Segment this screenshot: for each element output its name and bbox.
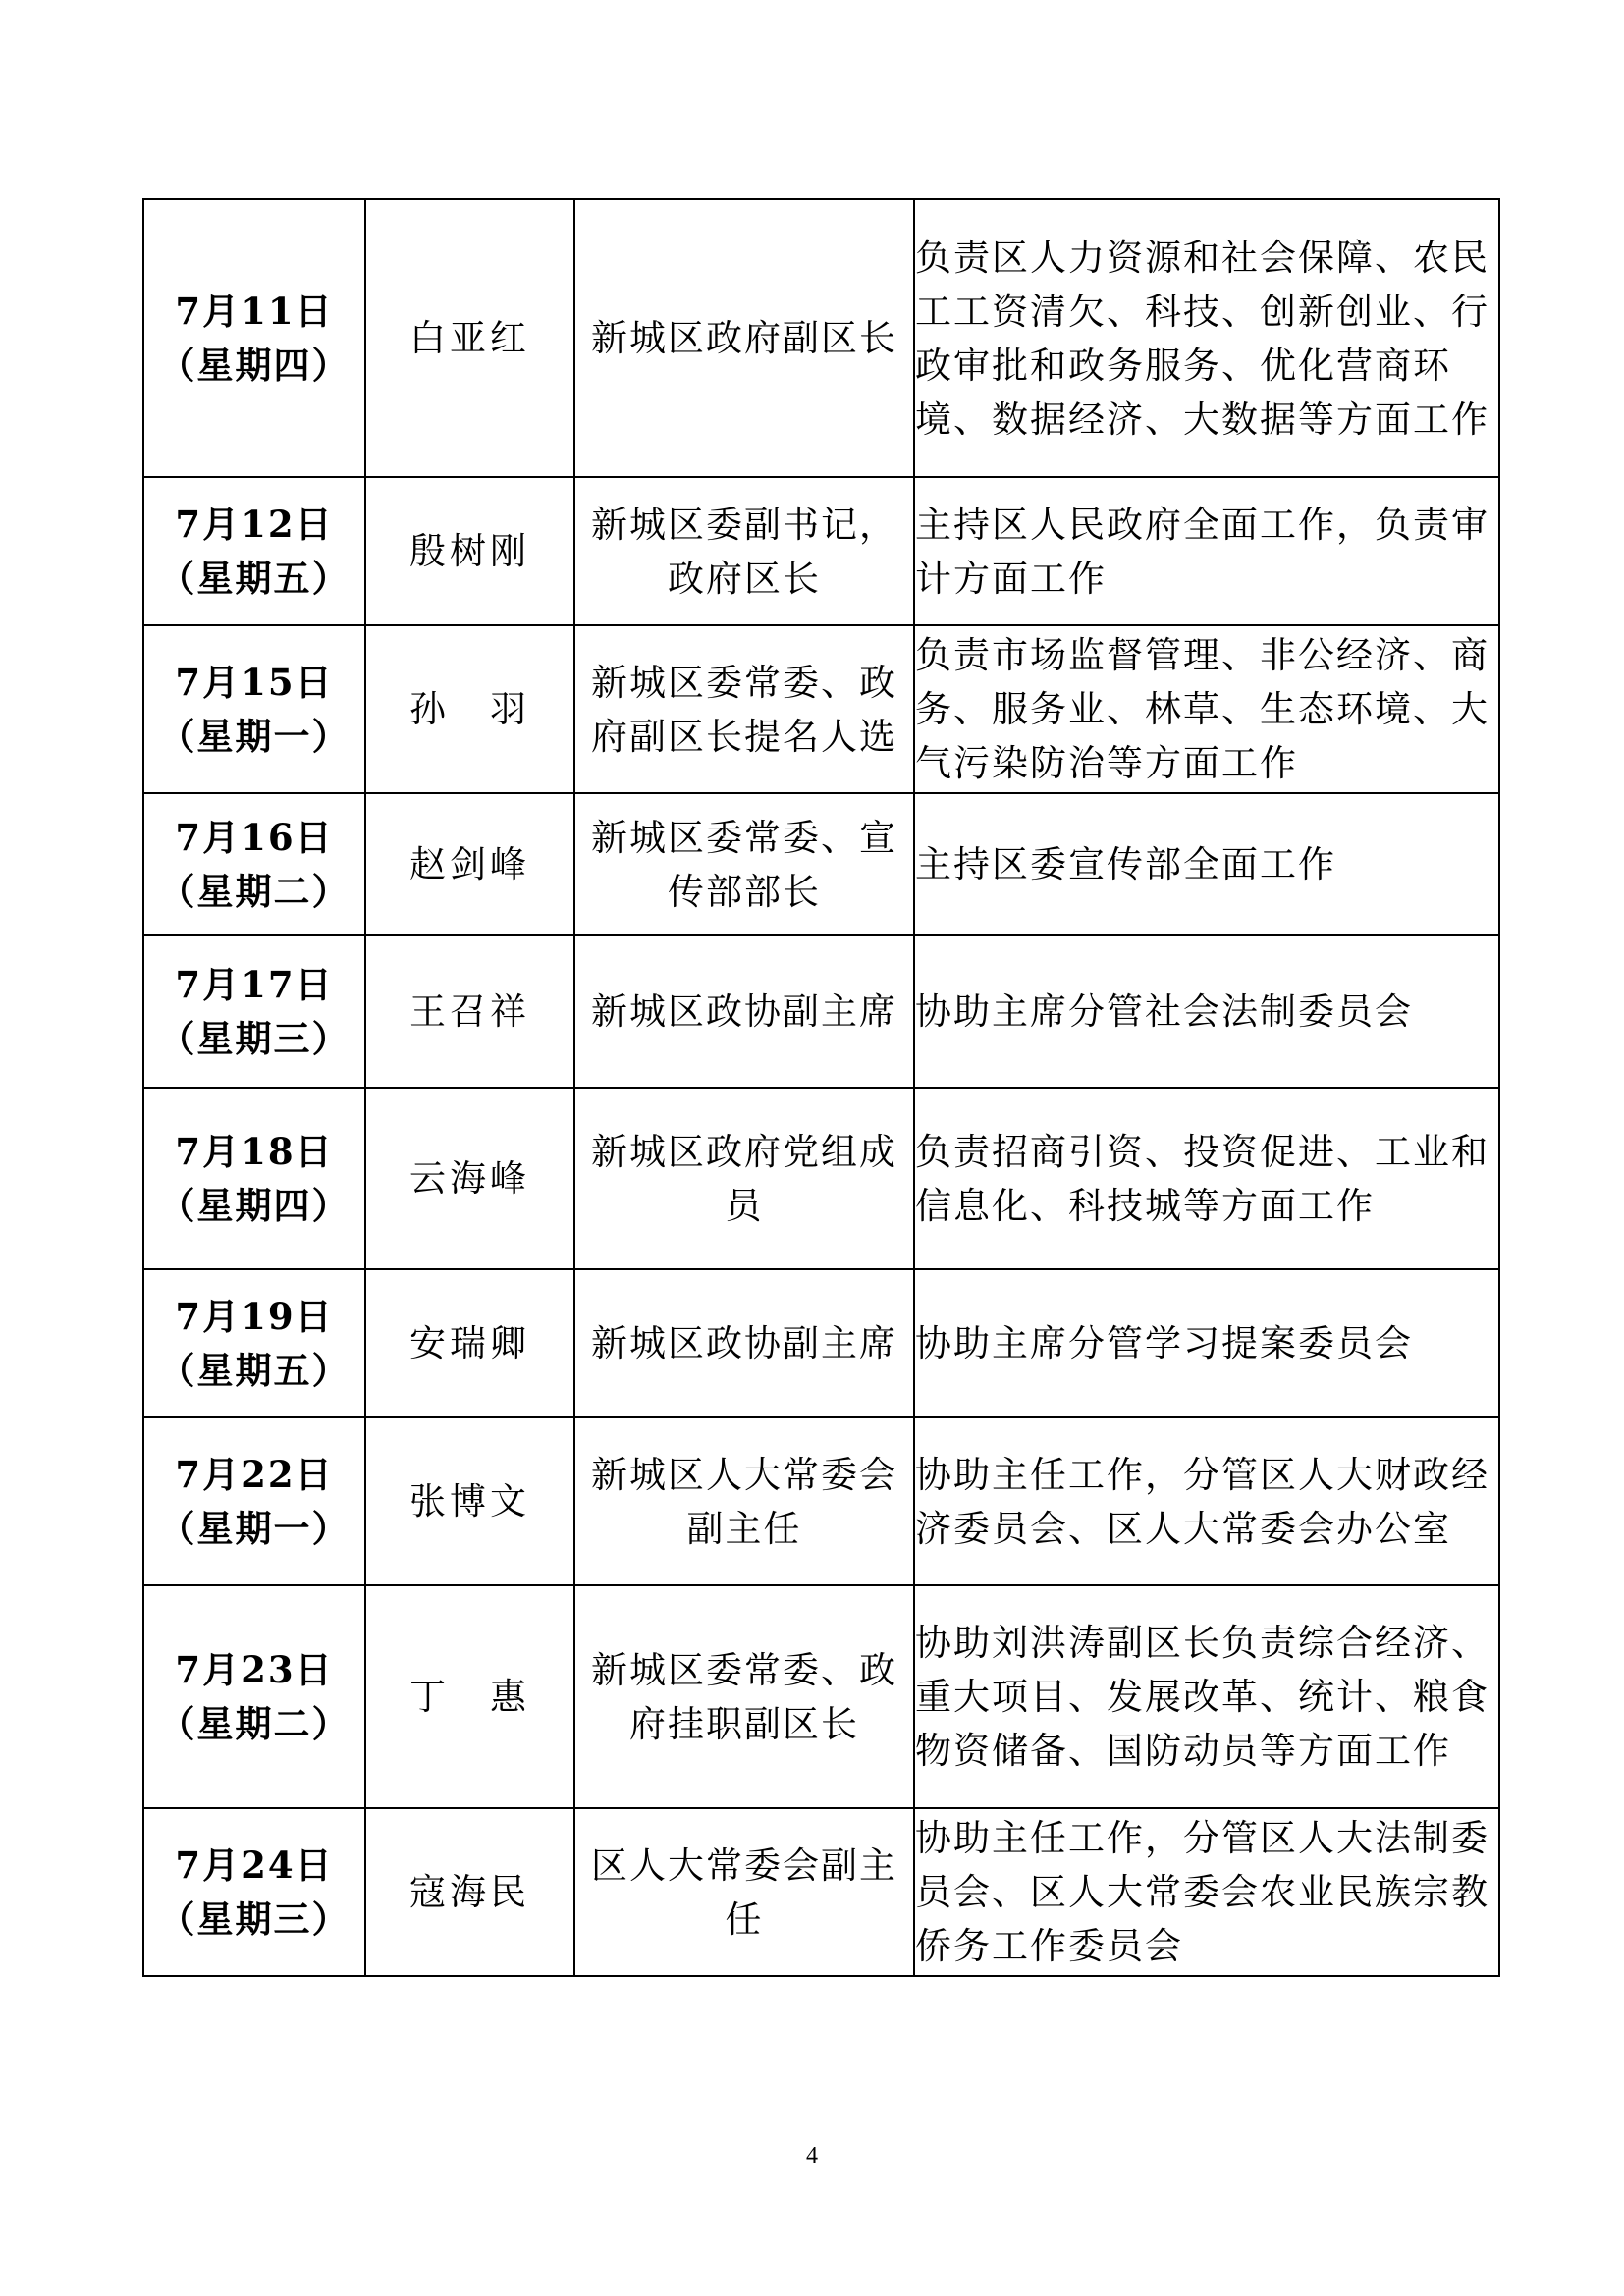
- table-row: [143, 1808, 1499, 1976]
- person-name: 殷树刚: [409, 530, 530, 572]
- position-cell: 新城区政协副主席: [574, 935, 914, 1088]
- date-weekday: （星期一）: [158, 1506, 351, 1550]
- date-day: 7月15日: [175, 660, 334, 704]
- date-day: 7月18日: [175, 1129, 334, 1173]
- date-cell: [143, 1088, 365, 1269]
- name-cell: [365, 935, 574, 1088]
- position-cell: 区人大常委会副主任: [574, 1808, 914, 1976]
- position-cell: 新城区政府党组成员: [574, 1088, 914, 1269]
- table-row: [143, 625, 1499, 793]
- table-row: [143, 1088, 1499, 1269]
- person-name: 赵剑峰: [409, 843, 530, 885]
- date-cell: [143, 793, 365, 935]
- date-weekday: （星期四）: [158, 1183, 351, 1227]
- name-cell: [365, 477, 574, 625]
- table-row: [143, 1417, 1499, 1585]
- date-day: 7月12日: [175, 502, 334, 546]
- person-name: 寇海民: [409, 1871, 530, 1913]
- date-day: 7月24日: [175, 1842, 334, 1887]
- table-row: [143, 935, 1499, 1088]
- date-day: 7月23日: [175, 1647, 334, 1691]
- name-cell: [365, 1808, 574, 1976]
- date-cell: [143, 1808, 365, 1976]
- date-cell: [143, 199, 365, 477]
- date-weekday: （星期四）: [158, 343, 351, 387]
- duties-cell: 协助刘洪涛副区长负责综合经济、重大项目、发展改革、统计、粮食物资储备、国防动员等方面工作: [914, 1585, 1499, 1808]
- name-cell: [365, 1088, 574, 1269]
- date-cell: [143, 1269, 365, 1417]
- date-day: 7月17日: [175, 962, 334, 1006]
- duties-cell: 负责区人力资源和社会保障、农民工工资清欠、科技、创新创业、行政审批和政务服务、优化营商环境、数据经济、大数据等方面工作: [914, 199, 1499, 477]
- date-weekday: （星期二）: [158, 1701, 351, 1745]
- date-cell: [143, 1417, 365, 1585]
- person-name: 云海峰: [409, 1157, 530, 1200]
- date-weekday: （星期三）: [158, 1896, 351, 1941]
- date-day: 7月22日: [175, 1452, 334, 1496]
- name-cell: [365, 1417, 574, 1585]
- person-name: 白亚红: [409, 317, 530, 359]
- date-day: 7月16日: [175, 815, 334, 859]
- position-cell: 新城区委常委、宣传部部长: [574, 793, 914, 935]
- table-row: [143, 477, 1499, 625]
- date-weekday: （星期二）: [158, 869, 351, 913]
- duties-cell: 协助主席分管社会法制委员会: [914, 935, 1499, 1088]
- person-name: 张博文: [409, 1480, 530, 1522]
- date-weekday: （星期三）: [158, 1016, 351, 1060]
- duties-cell: 负责市场监督管理、非公经济、商务、服务业、林草、生态环境、大气污染防治等方面工作: [914, 625, 1499, 793]
- date-cell: [143, 625, 365, 793]
- person-name: 安瑞卿: [409, 1322, 530, 1364]
- date-day: 7月11日: [175, 289, 334, 333]
- person-name: 王召祥: [409, 990, 530, 1033]
- name-cell: [365, 625, 574, 793]
- date-day: 7月19日: [175, 1294, 334, 1338]
- person-name: 丁 惠: [409, 1676, 530, 1718]
- position-cell: 新城区政协副主席: [574, 1269, 914, 1417]
- table-row: [143, 793, 1499, 935]
- name-cell: [365, 1585, 574, 1808]
- date-weekday: （星期五）: [158, 556, 351, 600]
- position-cell: 新城区委副书记，政府区长: [574, 477, 914, 625]
- table-row: [143, 1585, 1499, 1808]
- table-row: [143, 1269, 1499, 1417]
- position-cell: 新城区委常委、政府副区长提名人选: [574, 625, 914, 793]
- page-number: 4: [806, 2143, 818, 2168]
- date-cell: [143, 1585, 365, 1808]
- date-weekday: （星期五）: [158, 1348, 351, 1392]
- name-cell: [365, 793, 574, 935]
- date-cell: [143, 935, 365, 1088]
- duties-cell: 主持区人民政府全面工作，负责审计方面工作: [914, 477, 1499, 625]
- date-cell: [143, 477, 365, 625]
- position-cell: 新城区政府副区长: [574, 199, 914, 477]
- name-cell: [365, 199, 574, 477]
- position-cell: 新城区委常委、政府挂职副区长: [574, 1585, 914, 1808]
- date-weekday: （星期一）: [158, 714, 351, 758]
- duties-cell: 主持区委宣传部全面工作: [914, 793, 1499, 935]
- name-cell: [365, 1269, 574, 1417]
- person-name: 孙 羽: [409, 688, 530, 730]
- duties-cell: 协助主席分管学习提案委员会: [914, 1269, 1499, 1417]
- duties-cell: 协助主任工作，分管区人大财政经济委员会、区人大常委会办公室: [914, 1417, 1499, 1585]
- duties-cell: 协助主任工作，分管区人大法制委员会、区人大常委会农业民族宗教侨务工作委员会: [914, 1808, 1499, 1976]
- duties-cell: 负责招商引资、投资促进、工业和信息化、科技城等方面工作: [914, 1088, 1499, 1269]
- schedule-table: [142, 198, 1500, 1977]
- table-row: [143, 199, 1499, 477]
- position-cell: 新城区人大常委会副主任: [574, 1417, 914, 1585]
